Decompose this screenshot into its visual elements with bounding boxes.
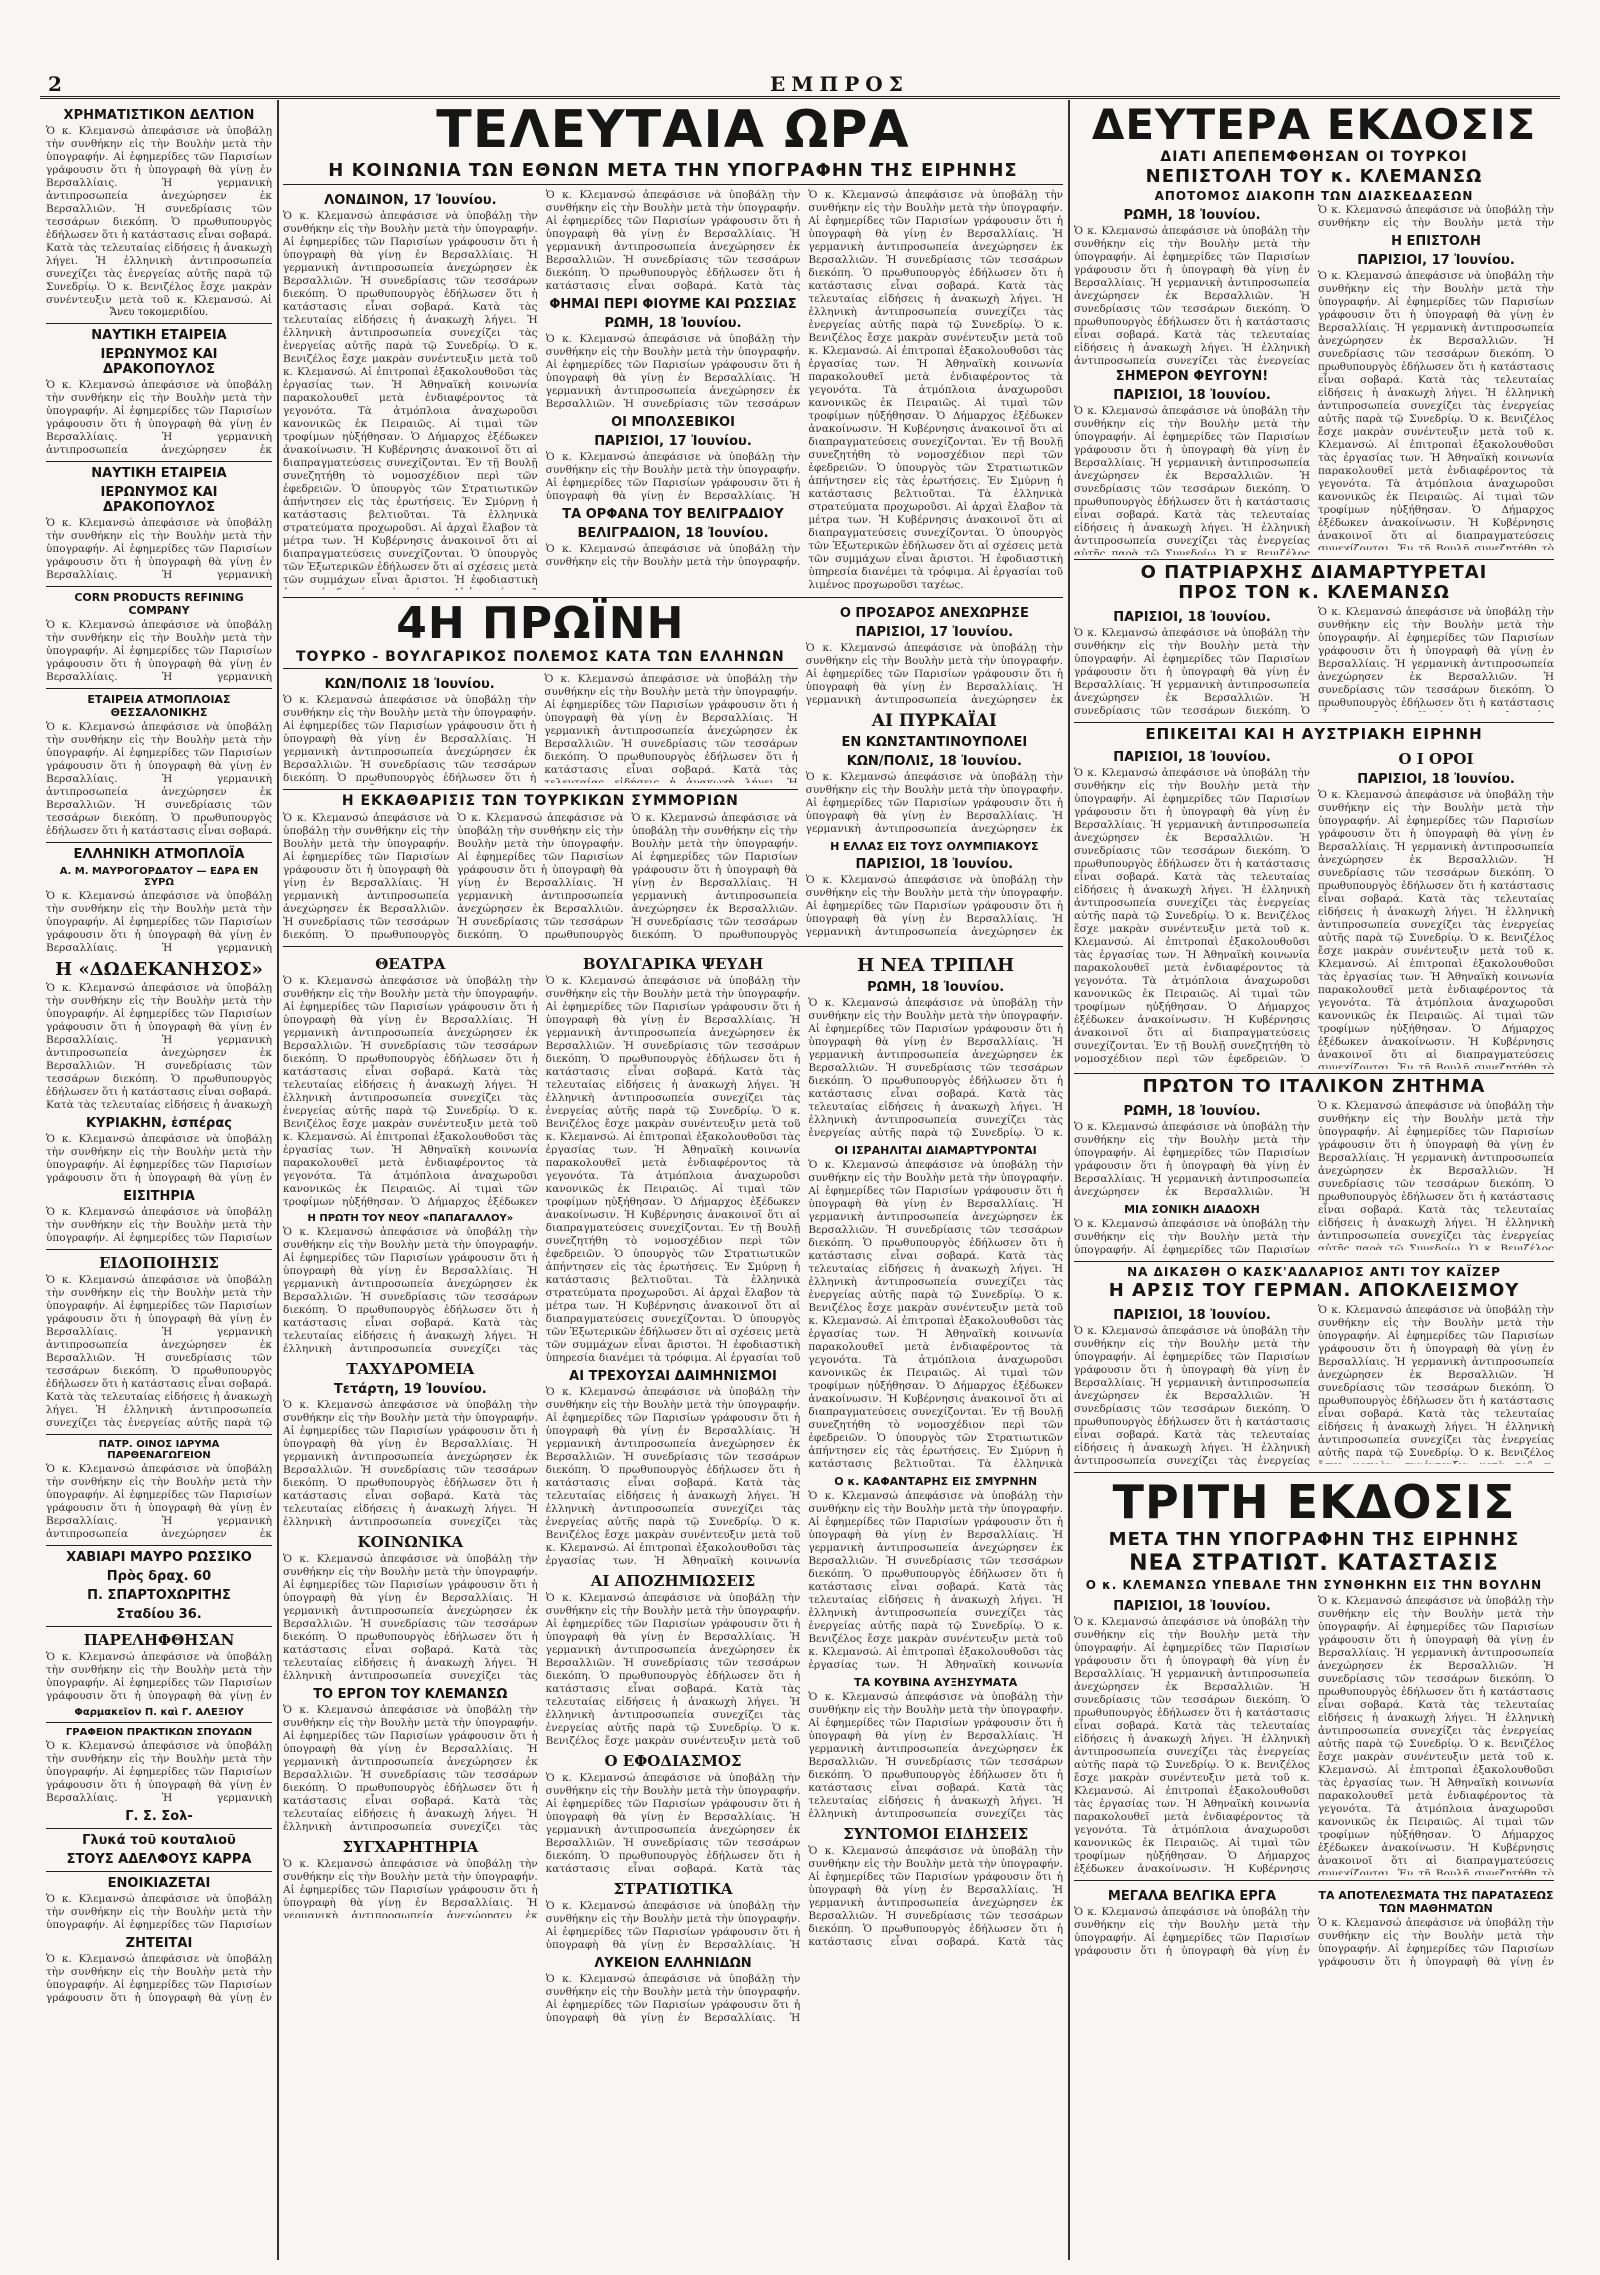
third-text-2 (1318, 1595, 1554, 1875)
thanks-title: ΣΥΓΧΑΡΗΤΗΡΙΑ (342, 1838, 479, 1856)
hellas-dateline: ΠΑΡΙΣΙΟΙ, 18 Ἰουνίου. (855, 857, 1014, 872)
office-title: ΓΡΑΦΕΙΟΝ ΠΡΑΚΤΙΚΩΝ ΣΠΟΥΔΩΝ (65, 1727, 253, 1738)
rent-text (46, 1893, 272, 1932)
caviar-title: ΧΑΒΙΑΡΙ ΜΑΥΡΟ ΡΩΣΣΙΚΟ (66, 1550, 252, 1565)
theatres-title: ΘΕΑΤΡΑ (375, 955, 446, 973)
tickets-text (46, 1206, 272, 1245)
third-sub-1: ΜΕΤΑ ΤΗΝ ΥΠΟΓΡΑΦΗΝ ΤΗΣ ΕΙΡΗΝΗΣ (1108, 1529, 1520, 1550)
nautical-2-text (46, 517, 272, 582)
shipping-text (46, 721, 272, 838)
military-text (546, 1900, 801, 1952)
water-title: ΠΑΤΡ. ΟΙΝΟΣ ΙΔΡΥΜΑ ΠΑΡΘΕΝΑΓΩΓΕΙΟΝ (98, 1439, 220, 1461)
wanted-title: ΖΗΤΕΙΤΑΙ (125, 1936, 193, 1951)
cleanup-text-1 (283, 812, 449, 942)
column-rule-2 (1068, 100, 1070, 2260)
jews-text (808, 1159, 1063, 1471)
cleanup-text-2 (457, 812, 623, 942)
results-title: ΤΑ ΑΠΟΤΕΛΕΣΜΑΤΑ ΤΗΣ ΠΑΡΑΤΑΣΕΩΣ ΤΩΝ ΜΑΘΗΜΑΤΩΝ (1318, 1889, 1554, 1915)
jews-title: ΟΙ ΙΣΡΑΗΛΙΤΑΙ ΔΙΑΜΑΡΤΥΡΟΝΤΑΙ (834, 1144, 1037, 1157)
aviators-text (806, 642, 1063, 707)
water-text (46, 1463, 272, 1541)
aviators-title: Ο ΠΡΟΣΑΡΟΣ ΑΝΕΧΩΡΗΣΕ (839, 606, 1029, 621)
tickets-title: ΕΙΣΙΤΗΡΙΑ (123, 1189, 195, 1204)
works-title: ΜΕΓΑΛΑ ΒΕΛΓΙΚΑ ΕΡΓΑ (1107, 1889, 1277, 1904)
third-text (1074, 1616, 1310, 1876)
hellas-text (806, 874, 1063, 939)
third-sub-3: Ο κ. ΚΛΕΜΑΝΣΩ ΥΠΕΒΑΛΕ ΤΗΝ ΣΥΝΘΗΚΗΝ ΕΙΣ ΤΗΝ ΒΟΥΛΗΝ (1085, 1578, 1543, 1592)
mail-title: ΤΑΧΥΔΡΟΜΕΙΑ (346, 1360, 475, 1378)
social-text (283, 1553, 538, 1683)
compens-title: ΑΙ ΑΠΟΖΗΜΙΩΣΕΙΣ (590, 1572, 756, 1590)
office-text (46, 1740, 272, 1805)
austria-title: ΕΠΙΚΕΙΤΑΙ ΚΑΙ Η ΑΥΣΤΡΙΑΚΗ ΕΙΡΗΝΗ (1145, 725, 1483, 743)
today-dateline: ΠΑΡΙΣΙΟΙ, 18 Ἰουνίου. (1113, 388, 1271, 403)
short-title: ΣΥΝΤΟΜΟΙ ΕΙΔΗΣΕΙΣ (843, 1825, 1029, 1843)
left-column (46, 104, 272, 2264)
dodek-text (46, 982, 272, 1112)
office-name: Γ. Σ. Σολ- (125, 1809, 193, 1824)
kaiser-text-2 (1318, 1304, 1554, 1464)
fires-sub: ΕΝ ΚΩΝΣΤΑΝΤΙΝΟΥΠΟΛΕΙ (841, 735, 1028, 750)
short-text (808, 1845, 1063, 1949)
dodek-text-2 (46, 1133, 272, 1185)
early-text-2 (544, 673, 797, 783)
corn-text (46, 619, 272, 684)
theatres-text (283, 975, 538, 1209)
early-dateline: ΚΩΝ/ΠΟΛΙΣ 18 Ἰουνίου. (324, 677, 495, 692)
kafantaris-text (808, 1490, 1063, 1672)
page-header (40, 72, 1560, 99)
arrived-title: ΠΑΡΕΛΗΦΘΗΣΑΝ (83, 1631, 235, 1649)
bolshevik-text (546, 451, 801, 503)
shipping-title: ΕΤΑΙΡΕΙΑ ΑΤΜΟΠΛΟΙΑΣ ΘΕΣΣΑΛΟΝΙΚΗΣ (87, 693, 231, 719)
bulgar-text (546, 975, 801, 1365)
italy-title: ΠΡΩΤΟΝ ΤΟ ΙΤΑΛΙΚΟΝ ΖΗΤΗΜΑ (1142, 1076, 1486, 1097)
rail-text (546, 1386, 801, 1568)
fiume-title: ΦΗΜΑΙ ΠΕΡΙ ΦΙΟΥΜΕ ΚΑΙ ΡΩΣΣΙΑΣ (549, 297, 797, 312)
arrived-shop: Φαρμακεῖον Π. καὶ Γ. ΑΛΕΞΙΟΥ (74, 1707, 244, 1718)
kaiser-title: ΝΑ ΔΙΚΑΣΘΗ Ο ΚΑΣΚ'ΑΔΛΑΡΙΟΣ ΑΝΤΙ ΤΟΥ ΚΑΪΖΕΡ (1127, 1265, 1501, 1279)
continued-text (808, 189, 1063, 589)
second-text (1074, 225, 1310, 365)
finance-note: Ἄνευ τοκομεριδίου. (109, 307, 209, 318)
second-edition-headline: ΔΕΥΤΕΡΑ ΕΚΔΟΣΙΣ (1091, 104, 1537, 149)
fires-title: ΑΙ ΠΥΡΚΑΪΑΙ (871, 711, 997, 731)
cleme-text (283, 1704, 538, 1834)
kafantaris-title: Ο κ. ΚΑΦΑΝΤΑΡΗΣ ΕΙΣ ΣΜΥΡΝΗΝ (834, 1475, 1038, 1488)
orphans-text (546, 543, 801, 569)
main-headline: ΤΕΛΕΥΤΑΙΑ ΩΡΑ (436, 104, 910, 160)
right-column (1074, 104, 1554, 2264)
today-title: ΣΗΜΕΡΟΝ ΦΕΥΓΟΥΝ! (1115, 369, 1269, 384)
lyceum-title: ΛΥΚΕΙΟΝ ΕΛΛΗΝΙΔΩΝ (594, 1956, 752, 1971)
early-sub: ΤΟΥΡΚΟ - ΒΟΥΛΓΑΡΙΚΟΣ ΠΟΛΕΜΟΣ ΚΑΤΑ ΤΩΝ ΕΛΛΗΝΩΝ (295, 649, 785, 665)
nautical-1-title: ΝΑΥΤΙΚΗ ΕΤΑΙΡΕΙΑ (91, 328, 227, 343)
papagallo-text (283, 1226, 538, 1356)
fires-dateline: ΚΩΝ/ΠΟΛΙΣ, 18 Ἰουνίου. (846, 754, 1022, 769)
tripli-title: Η ΝΕΑ ΤΡΙΠΛΗ (857, 955, 1015, 976)
nautical-2-title: ΝΑΥΤΙΚΗ ΕΤΑΙΡΕΙΑ (91, 466, 227, 481)
orphans-title: ΤΑ ΟΡΦΑΝΑ ΤΟΥ ΒΕΛΙΓΡΑΔΙΟΥ (562, 507, 784, 522)
today-text (1074, 405, 1310, 555)
supply-title: Ο ΕΦΟΔΙΑΣΜΟΣ (604, 1752, 742, 1770)
tripli-dateline: ΡΩΜΗ, 18 Ἰουνίου. (867, 980, 1005, 995)
papagallo-title: Η ΠΡΩΤΗ ΤΟΥ ΝΕΟΥ «ΠΑΠΑΓΑΛΛΟΥ» (307, 1213, 514, 1224)
nautical-1-sub: ΙΕΡΩΝΥΜΟΣ ΚΑΙ ΔΡΑΚΟΠΟΥΛΟΣ (100, 347, 218, 377)
works-text (1074, 1906, 1310, 1958)
early-text (283, 694, 536, 785)
austria-text (1074, 767, 1310, 1067)
thanks-text (283, 1858, 538, 1918)
cleanup-text-3 (631, 812, 797, 942)
column-rule-1 (277, 100, 279, 2260)
dodek-title: Η «ΔΩΔΕΚΑΝΗΣΟΣ» (55, 959, 263, 980)
mail-date: Τετάρτη, 19 Ἰουνίου. (333, 1382, 487, 1397)
caviar-street: Σταδίου 36. (116, 1607, 202, 1622)
nautical-1-text (46, 379, 272, 457)
cleme-title: ΤΟ ΕΡΓΟΝ ΤΟΥ ΚΛΕΜΑΝΣΩ (313, 1687, 508, 1702)
page-number: 2 (48, 72, 62, 96)
fires-text (806, 771, 1063, 836)
league-text-2 (546, 189, 801, 293)
mail-text (283, 1399, 538, 1529)
kaiser-text (1074, 1325, 1310, 1468)
patriarch-text (1074, 627, 1310, 718)
bolshevik-title: ΟΙ ΜΠΟΛΣΕΒΙΚΟΙ (611, 415, 735, 430)
fiume-dateline: ΡΩΜΗ, 18 Ἰουνίου. (604, 316, 742, 331)
supply-text (546, 1772, 801, 1876)
greek-line-sub: Α. Μ. ΜΑΥΡΟΓΟΡΔΑΤΟΥ — ΕΔΡΑ ΕΝ ΣΥΡΩ (59, 866, 259, 888)
masthead-title: ΕΜΠΡΟΣ (770, 72, 909, 96)
sub-headline: Η ΚΟΙΝΩΝΙΑ ΤΩΝ ΕΘΝΩΝ ΜΕΤΑ ΤΗΝ ΥΠΟΓΡΑΦΗΝ ΤΗΣ ΕΙΡΗΝΗΣ (328, 160, 1018, 181)
wanted-text (46, 1953, 272, 2005)
italy-text (1074, 1121, 1310, 1199)
cleanup-title: Η ΕΚΚΑΘΑΡΙΣΙΣ ΤΩΝ ΤΟΥΡΚΙΚΩΝ ΣΥΜΜΟΡΙΩΝ (341, 793, 739, 809)
sonnino-text (1074, 1218, 1310, 1257)
corn-title: CORN PRODUCTS REFINING COMPANY (74, 591, 244, 617)
nautical-2-sub: ΙΕΡΩΝΥΜΟΣ ΚΑΙ ΔΡΑΚΟΠΟΥΛΟΣ (100, 485, 218, 515)
finance-text (46, 125, 272, 307)
bulgar-title: ΒΟΥΛΓΑΡΙΚΑ ΨΕΥΔΗ (582, 955, 764, 973)
second-text-2 (1318, 204, 1554, 230)
tripli-text (808, 997, 1063, 1140)
rent-title: ΕΝΟΙΚΙΑΖΕΤΑΙ (107, 1876, 211, 1891)
dodek-line: ΚΥΡΙΑΚΗΝ, ἑσπέρας (85, 1116, 233, 1131)
letter-dateline: ΠΑΡΙΣΙΟΙ, 17 Ἰουνίου. (1357, 253, 1515, 268)
aviators-dateline: ΠΑΡΙΣΙΟΙ, 17 Ἰουνίου. (855, 625, 1014, 640)
austria-dateline: ΠΑΡΙΣΙΟΙ, 18 Ἰουνίου. (1113, 750, 1271, 765)
bolshevik-dateline: ΠΑΡΙΣΙΟΙ, 17 Ἰουνίου. (594, 434, 752, 449)
fiume-text (546, 333, 801, 411)
greek-line-title: ΕΛΛΗΝΙΚΗ ΑΤΜΟΠΛΟΪΑ (73, 847, 245, 862)
social-title: ΚΟΙΝΩΝΙΚΑ (357, 1533, 464, 1551)
middle-column (283, 104, 1063, 2264)
second-sub-1: ΔΙΑΤΙ ΑΠΕΠΕΜΦΘΗΣΑΝ ΟΙ ΤΟΥΡΚΟΙ (1160, 149, 1468, 165)
results-text (1318, 1917, 1554, 1969)
notices-text (46, 1274, 272, 1430)
letter-title: Η ΕΠΙΣΤΟΛΗ (1391, 234, 1481, 249)
sonnino-title: ΜΙΑ ΣΟΝΙΚΗ ΔΙΑΔΟΧΗ (1124, 1203, 1260, 1216)
military-title: ΣΤΡΑΤΙΩΤΙΚΑ (613, 1880, 733, 1898)
lyceum-text (546, 1973, 801, 2025)
sweets-shop: ΣΤΟΥΣ ΑΔΕΛΦΟΥΣ ΚΑΡΡΑ (66, 1852, 252, 1867)
terms-text (1318, 789, 1554, 1069)
compens-text (546, 1592, 801, 1748)
notices-title: ΕΙΔΟΠΟΙΗΣΙΣ (99, 1254, 219, 1272)
cotton-title: ΤΑ ΚΟΥΒΙΝΑ ΑΥΞΗΣΥΜΑΤΑ (854, 1676, 1018, 1689)
greek-line-text (46, 890, 272, 955)
patriarch-sub: ΠΡΟΣ ΤΟΝ κ. ΚΛΕΜΑΝΣΩ (1178, 582, 1450, 603)
italy-text-2 (1318, 1100, 1554, 1250)
patriarch-title: Ο ΠΑΤΡΙΑΡΧΗΣ ΔΙΑΜΑΡΤΥΡΕΤΑΙ (1140, 562, 1488, 583)
terms-dateline: ΠΑΡΙΣΙΟΙ, 18 Ἰουνίου. (1357, 772, 1515, 787)
italy-dateline: ΡΩΜΗ, 18 Ἰουνίου. (1123, 1104, 1261, 1119)
finance-title: ΧΡΗΜΑΤΙΣΤΙΚΟΝ ΔΕΛΤΙΟΝ (63, 108, 255, 123)
terms-title: Ο Ι ΟΡΟΙ (1398, 750, 1474, 768)
orphans-dateline: ΒΕΛΙΓΡΑΔΙΟΝ, 18 Ἰουνίου. (577, 526, 769, 541)
second-sub-3: ΑΠΟΤΟΜΟΣ ΔΙΑΚΟΠΗ ΤΩΝ ΔΙΑΣΚΕΔΑΣΕΩΝ (1154, 189, 1474, 203)
kaiser-sub: Η ΑΡΣΙΣ ΤΟΥ ΓΕΡΜΑΝ. ΑΠΟΚΛΕΙΣΜΟΥ (1108, 1280, 1520, 1301)
arrived-text (46, 1651, 272, 1703)
third-sub-2: ΝΕΑ ΣΤΡΑΤΙΩΤ. ΚΑΤΑΣΤΑΣΙΣ (1129, 1551, 1499, 1576)
second-sub-2: ΝΕΠΙΣΤΟΛΗ ΤΟΥ κ. ΚΛΕΜΑΝΣΩ (1145, 166, 1483, 187)
caviar-seller: Π. ΣΠΑΡΤΟΧΩΡΙΤΗΣ (87, 1588, 231, 1603)
early-headline: 4Η ΠΡΩΪΝΗ (396, 598, 685, 649)
london-dateline: ΛΟΝΔΙΝΟΝ, 17 Ἰουνίου. (324, 193, 497, 208)
sweets-line: Γλυκά τοῦ κουταλιοῦ (82, 1833, 236, 1848)
patriarch-text-2 (1318, 606, 1554, 712)
hellas-title: Η ΕΛΛΑΣ ΕΙΣ ΤΟΥΣ ΟΛΥΜΠΙΑΚΟΥΣ (830, 840, 1039, 853)
third-edition-headline: ΤΡΙΤΗ ΕΚΔΟΣΙΣ (1112, 1475, 1516, 1529)
caviar-price: Πρὸς δραχ. 60 (106, 1569, 212, 1584)
second-dateline: ΡΩΜΗ, 18 Ἰουνίου. (1123, 208, 1261, 223)
letter-text (1318, 270, 1554, 550)
cotton-text (808, 1691, 1063, 1821)
kaiser-dateline: ΠΑΡΙΣΙΟΙ, 18 Ἰουνίου. (1113, 1308, 1271, 1323)
third-dateline: ΠΑΡΙΣΙΟΙ, 18 Ἰουνίου. (1113, 1599, 1271, 1614)
rail-title: ΑΙ ΤΡΕΧΟΥΣΑΙ ΔΑΙΜΗΝΙΣΜΟΙ (569, 1369, 777, 1384)
patriarch-dateline: ΠΑΡΙΣΙΟΙ, 18 Ἰουνίου. (1113, 610, 1271, 625)
league-text (283, 210, 538, 590)
